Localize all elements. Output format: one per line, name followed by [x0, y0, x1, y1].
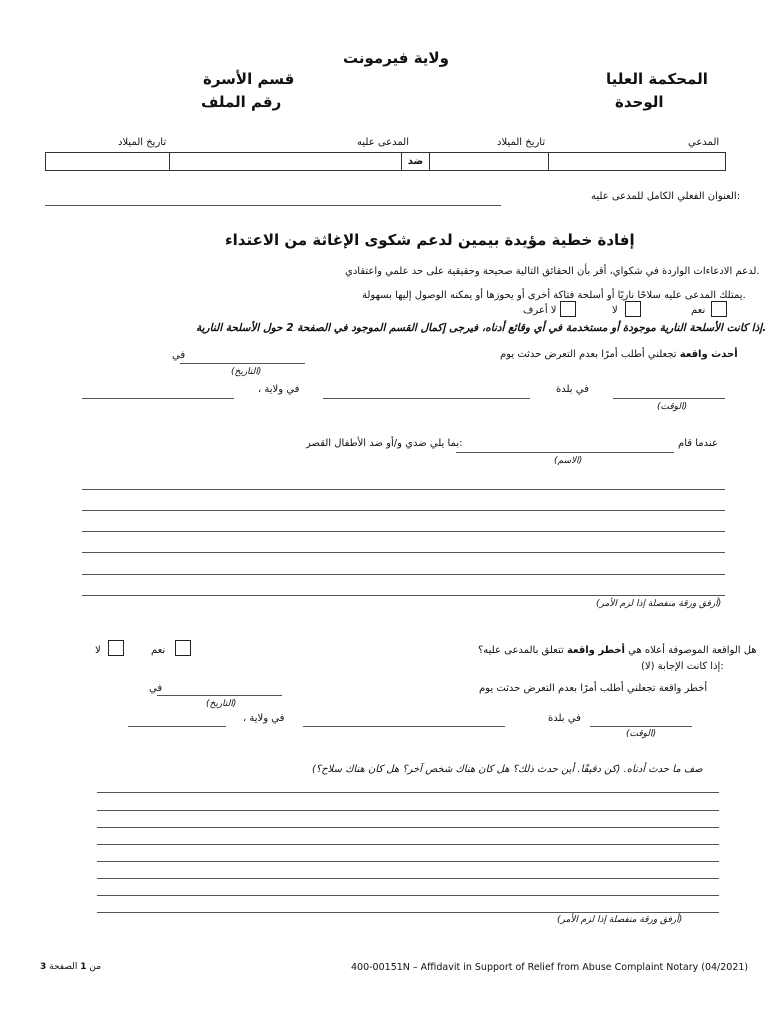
document-title: إفادة خطية مؤيدة بيمين لدعم شكوى الإغاثة من الاعتداء [225, 231, 635, 249]
worst-town-field[interactable] [303, 726, 505, 727]
recent-desc-line-3[interactable] [82, 531, 725, 532]
recent-desc-line-6[interactable] [82, 595, 725, 596]
intro-text: لدعم الادعاءات الواردة في شكواي، أقر بأن الحقائق التالية صحيحة وحقيقية على حد علمي واعتقادي. [345, 266, 760, 277]
plaintiff-dob-field[interactable] [430, 153, 549, 171]
worst-state-field[interactable] [128, 726, 226, 727]
worst-desc-line-8[interactable] [97, 912, 719, 913]
worst-date-hint: (التاريخ) [206, 699, 237, 709]
worst-desc-line-3[interactable] [97, 827, 719, 828]
plaintiff-label: المدعي [688, 137, 720, 148]
worst-state-label: ، في ولاية [243, 713, 285, 724]
page-label: الصفحة [49, 962, 78, 972]
firearms-question: يمتلك المدعى عليه سلاحًا ناريًا أو أسلحة فتاكة أخرى أو يحوزها أو يمكنه الوصول إليها بسهولة. [362, 290, 746, 301]
worst-yes-label: نعم [151, 645, 166, 656]
firearms-unknown-label: لا أعرف [523, 305, 557, 316]
worst-question-a: هل الواقعة الموصوفة أعلاه هي [624, 645, 757, 656]
recent-desc-line-1[interactable] [82, 489, 725, 490]
recent-incident-bold: أحدث واقعة [679, 349, 738, 360]
worst-time-hint: (الوقت) [626, 729, 657, 739]
address-label: العنوان الفعلي الكامل للمدعى عليه: [591, 191, 741, 202]
defendant-dob-label: تاريخ الميلاد [118, 137, 167, 148]
recent-desc-line-5[interactable] [82, 574, 725, 575]
worst-no-label: لا [95, 645, 101, 656]
state-title: ولاية فيرمونت [343, 49, 449, 67]
firearms-yes-label: نعم [691, 305, 706, 316]
worst-question-bold: أخطر واقعة [566, 645, 625, 656]
firearms-no-label: لا [612, 305, 618, 316]
worst-attach-note: (أرفق ورقة منفصلة إذا لزم الأمر) [557, 915, 683, 925]
unit-label: الوحدة [615, 93, 664, 111]
worst-no-checkbox[interactable] [108, 640, 124, 656]
recent-time-hint: (الوقت) [657, 402, 688, 412]
recent-incident-rest: تجعلني أطلب أمرًا بعدم التعرض حدثت يوم [500, 349, 680, 360]
worst-lead: أخطر واقعة تجعلني أطلب أمرًا بعدم التعرض حدثت يوم [479, 683, 708, 694]
worst-date-field[interactable] [157, 695, 282, 696]
recent-desc-line-2[interactable] [82, 510, 725, 511]
firearms-no-checkbox[interactable] [625, 301, 641, 317]
plaintiff-dob-label: تاريخ الميلاد [497, 137, 546, 148]
recent-desc-line-4[interactable] [82, 552, 725, 553]
recent-date-field[interactable] [180, 363, 305, 364]
party-table [45, 152, 726, 171]
recent-date-hint: (التاريخ) [231, 367, 262, 377]
worst-describe-prompt: صف ما حدث أدناه. (كن دقيقًا. أين حدث ذلك؟ هل كان هناك شخص آخر؟ هل كان هناك سلاح؟) [312, 764, 703, 775]
firearms-note: إذا كانت الأسلحة النارية موجودة أو مستخدمة في أي وقائع أدناه، فيرجى إكمال القسم الموجود في الصفحة 2 حول الأسلحة النارية. [196, 322, 767, 334]
worst-desc-line-5[interactable] [97, 861, 719, 862]
against-label: بما يلي ضدي و/أو ضد الأطفال القصر: [306, 438, 463, 449]
recent-state-field[interactable] [82, 398, 234, 399]
defendant-label: المدعى عليه [357, 137, 409, 148]
recent-incident-lead [500, 349, 738, 360]
worst-desc-line-7[interactable] [97, 895, 719, 896]
recent-town-label: في بلدة [556, 384, 589, 395]
recent-town-field[interactable] [323, 398, 530, 399]
court-name: المحكمة العليا [606, 70, 708, 88]
worst-town-label: في بلدة [548, 713, 581, 724]
recent-state-label: ، في ولاية [258, 384, 300, 395]
page-total: 3 [40, 962, 47, 972]
worst-desc-line-4[interactable] [97, 844, 719, 845]
worst-question [478, 645, 757, 656]
when-label: عندما قام [678, 438, 718, 449]
firearms-unknown-checkbox[interactable] [560, 301, 576, 317]
page-of: من [89, 962, 102, 972]
worst-desc-line-1[interactable] [97, 792, 719, 793]
page-number: 1 [80, 962, 87, 972]
worst-question-b: تتعلق بالمدعى عليه؟ [478, 645, 567, 656]
plaintiff-name-field[interactable] [549, 153, 726, 171]
recent-attach-note: (أرفق ورقة منفصلة إذا لزم الأمر) [596, 599, 722, 609]
firearms-yes-checkbox[interactable] [711, 301, 727, 317]
form-id: 400-00151N – Affidavit in Support of Relief from Abuse Complaint Notary (04/2021) [351, 962, 749, 973]
worst-if-no: إذا كانت الإجابة (لا): [641, 661, 724, 672]
name-hint: (الاسم) [554, 456, 583, 466]
division-name: قسم الأسرة [203, 70, 295, 88]
recent-time-field[interactable] [613, 398, 725, 399]
address-field[interactable] [45, 205, 501, 206]
docket-label: رقم الملف [201, 93, 282, 111]
worst-time-field[interactable] [590, 726, 692, 727]
recent-on-label: في [172, 350, 186, 361]
perpetrator-name-field[interactable] [456, 452, 674, 453]
page-indicator [40, 962, 101, 972]
worst-yes-checkbox[interactable] [175, 640, 191, 656]
worst-desc-line-2[interactable] [97, 810, 719, 811]
worst-desc-line-6[interactable] [97, 878, 719, 879]
defendant-name-field[interactable] [170, 153, 402, 171]
worst-on-label: في [149, 683, 163, 694]
versus-label: ضد [402, 153, 430, 171]
defendant-dob-field[interactable] [46, 153, 170, 171]
